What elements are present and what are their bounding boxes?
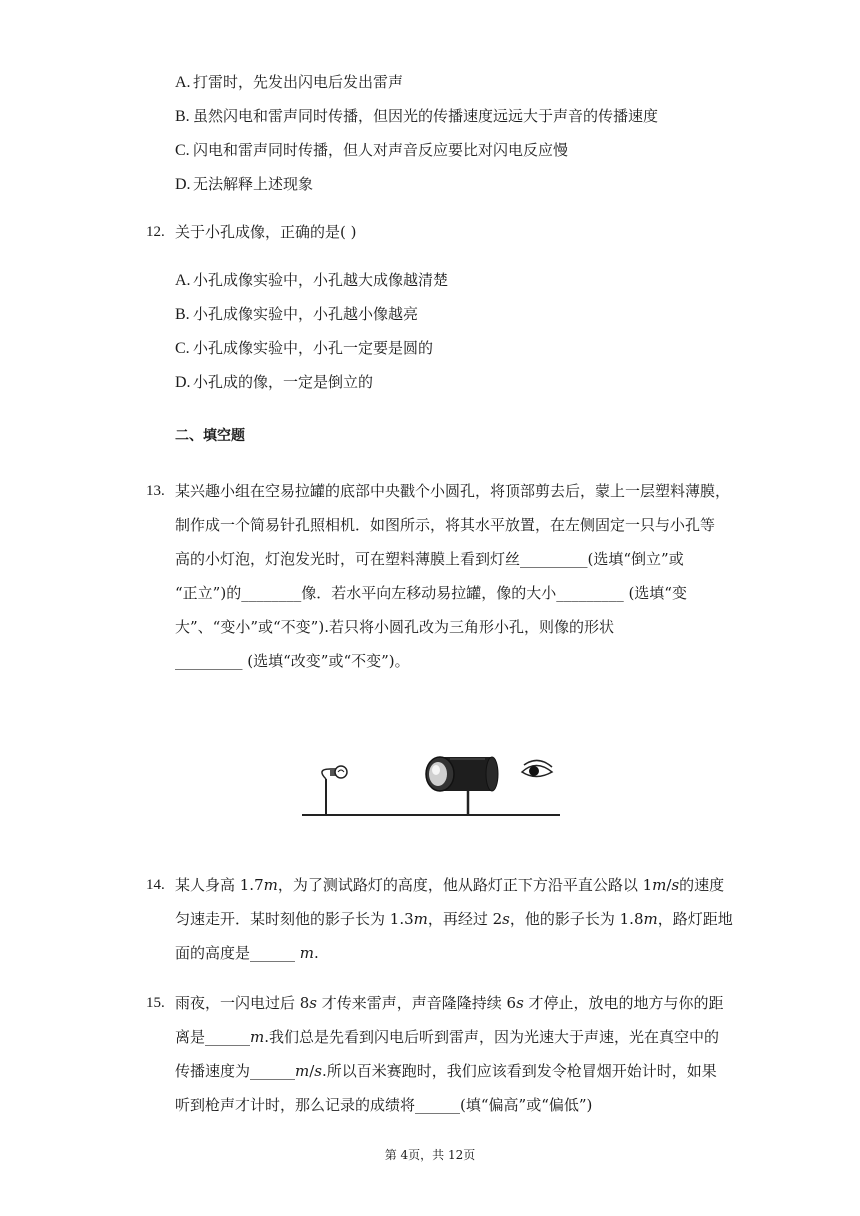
eye-icon xyxy=(522,760,552,776)
q13-number: 13. xyxy=(146,483,165,499)
q15-line-1: 雨夜，一闪电过后 8𝑠 才传来雷声，声音隆隆持续 6𝑠 才停止，放电的地方与你的距 xyxy=(175,994,724,1012)
q12-stem: 关于小孔成像，正确的是( ) xyxy=(175,223,357,241)
light-bulb-icon xyxy=(330,766,347,778)
q11-option-b: B. 虽然闪电和雷声同时传播，但因光的传播速度远远大于声音的传播速度 xyxy=(175,107,659,125)
q14-number: 14. xyxy=(146,877,165,893)
pinhole-can xyxy=(426,757,498,791)
page-footer: 第 4页，共 12页 xyxy=(384,1148,476,1162)
q12-option-b: B. 小孔成像实验中，小孔越小像越亮 xyxy=(175,305,419,323)
section-heading: 二、填空题 xyxy=(175,428,245,444)
q13-line-4: “正立”)的________像．若水平向左移动易拉罐，像的大小_________ (选填“变 xyxy=(175,584,687,602)
q15-line-4: 听到枪声才计时，那么记录的成绩将______(填“偏高”或“偏低”) xyxy=(175,1096,593,1114)
q15-line-2: 离是______𝑚.我们总是先看到闪电后听到雷声，因为光速大于声速，光在真空中的 xyxy=(175,1028,719,1046)
q12-option-d: D. 小孔成的像，一定是倒立的 xyxy=(175,373,374,391)
pinhole-camera-figure xyxy=(290,745,570,825)
q13-line-1: 某兴趣小组在空易拉罐的底部中央戳个小圆孔，将顶部剪去后，蒙上一层塑料薄膜， xyxy=(175,482,731,500)
lamp-wire xyxy=(322,769,330,779)
q11-option-d: D. 无法解释上述现象 xyxy=(175,175,314,193)
q12-option-a: A. 小孔成像实验中，小孔越大成像越清楚 xyxy=(175,271,449,289)
q11-option-c: C. 闪电和雷声同时传播，但人对声音反应要比对闪电反应慢 xyxy=(175,141,569,159)
q13-line-5: 大”、“变小”或“不变”).若只将小圆孔改为三角形小孔，则像的形状 xyxy=(175,618,614,636)
q12-number: 12. xyxy=(146,224,165,240)
q15-number: 15. xyxy=(146,995,165,1011)
q14-line-3: 面的高度是______ 𝑚. xyxy=(175,944,319,962)
q13-line-6: _________ (选填“改变”或“不变”)。 xyxy=(175,652,410,670)
q11-option-a: A. 打雷时，先发出闪电后发出雷声 xyxy=(175,73,404,91)
q14-line-1: 某人身高 1.7𝑚，为了测试路灯的高度，他从路灯正下方沿平直公路以 1𝑚/𝑠的速度 xyxy=(175,876,725,894)
q15-line-3: 传播速度为______𝑚/𝑠.所以百米赛跑时，我们应该看到发令枪冒烟开始计时，如果 xyxy=(175,1062,717,1080)
q12-option-c: C. 小孔成像实验中，小孔一定要是圆的 xyxy=(175,339,434,357)
q13-line-3: 高的小灯泡，灯泡发光时，可在塑料薄膜上看到灯丝_________(选填“倒立”或 xyxy=(175,550,684,568)
q13-line-2: 制作成一个简易针孔照相机．如图所示，将其水平放置，在左侧固定一只与小孔等 xyxy=(175,516,716,534)
q14-line-2: 匀速走开．某时刻他的影子长为 1.3𝑚，再经过 2𝑠，他的影子长为 1.8𝑚，路灯距地 xyxy=(175,910,733,928)
